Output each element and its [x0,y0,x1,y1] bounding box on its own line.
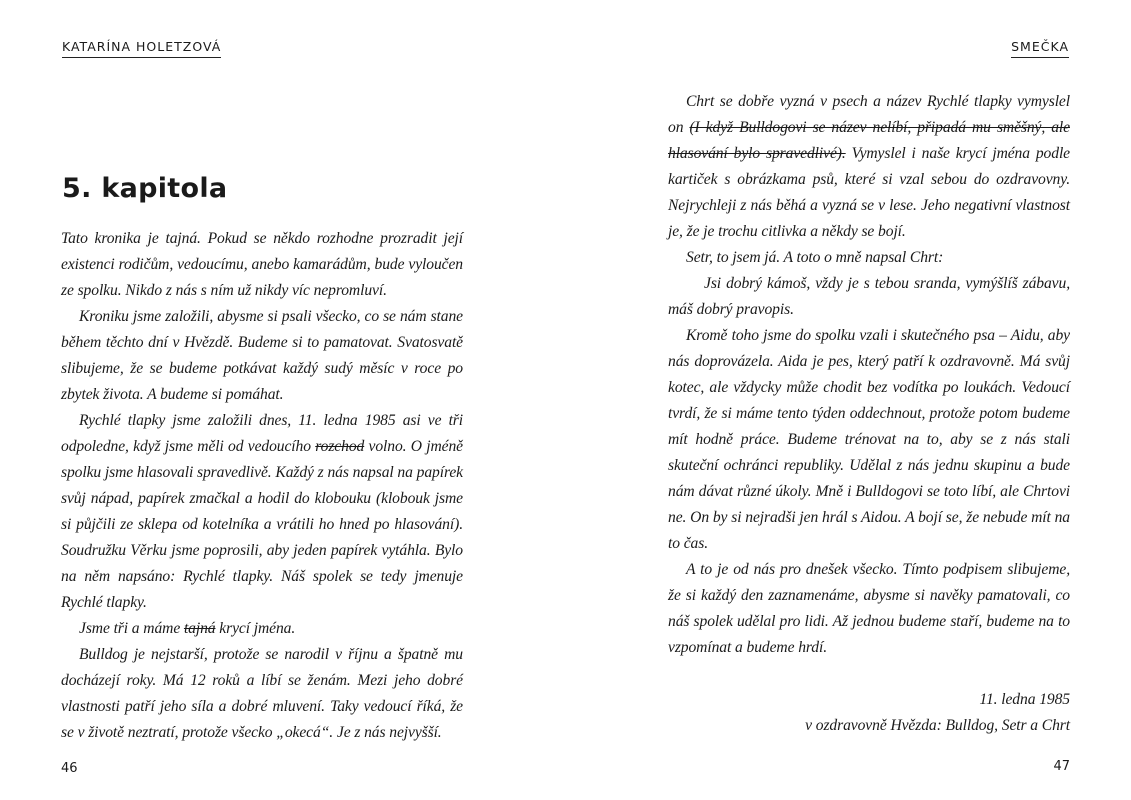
text-segment: 11. ledna 1985 [979,691,1070,708]
paragraph [61,408,463,616]
text-segment: Chrt se dobře vyzná v psech a název Rychlé tlapky vymyslel on [668,93,1070,136]
struck-text: rozchod [315,438,365,455]
left-page-flow [61,226,463,778]
signature-line [668,713,1070,739]
text-segment: Vymyslel i naše krycí jména podle kartiček s obrázkama psů, které si vzal sebou do ozdravovny. Nejrychleji z nás běhá a vyzná se v lese. Jeho negativní vlastnost je, že je trochu citlivka a někdy se bojí. [668,145,1070,240]
paragraph [61,616,463,642]
paragraph [61,304,463,408]
text-segment: Kromě toho jsme do spolku vzali i skutečného psa – Aidu, aby nás doprovázela. Aida je pes, který patří k ozdravovně. Má svůj kotec, ale vždycky může chodit bez vodítka po loukách. Vedoucí tvrdí, že si máme tento týden oddechnout, protože potom budeme mít hodně práce. Budeme trénovat na to, aby se z nás stali skuteční ochránci republiky. Udělal z nás jednu skupinu a bude nám dávat různé úkoly. Mně i Bulldogovi se toto líbí, ale Chrtovi ne. On by si nejradši jen hrál s Aidou. A bojí se, že nebude mít na to čas. [668,327,1070,552]
text-segment: Jsme tři a máme [79,620,184,637]
paragraph [61,226,463,304]
text-segment: Jsi dobrý kámoš, vždy je s tebou sranda, vymýšlíš zábavu, máš dobrý pravopis. [668,275,1070,318]
text-segment: Setr, to jsem já. A toto o mně napsal Chrt: [686,249,944,266]
struck-text: (I když Bulldogovi se název nelíbí, připadá mu směšný, ale hlasování bylo spravedlivé). [668,119,1070,162]
paragraph [668,271,1070,323]
signature-line [668,687,1070,713]
page-number-right: 47 [1053,759,1070,774]
text-segment: Bulldog je nejstarší, protože se narodil v říjnu a špatně mu docházejí roky. Má 12 roků a líbí se ženám. Mezi jeho dobré vlastnosti patří jeho síla a dobré mluvení. Taky vedoucí říká, že se v životě neztratí, protože všecko „okecá“. Je z nás nejvyšší. [61,646,463,741]
right-page-flow [668,89,1070,776]
text-segment: A to je od nás pro dnešek všecko. Tímto podpisem slibujeme, že si každý den zaznamenáme, abysme si navěky pamatovali, co náš spolek udělal pro lidi. Až jednou budeme staří, budeme na to vzpomínat a budeme hrdí. [668,561,1070,656]
running-head-author: KATARÍNA HOLETZOVÁ [62,38,221,58]
paragraph [61,642,463,746]
running-head-title: SMEČKA [1011,38,1069,58]
body-text-right [668,89,1070,739]
text-segment: v ozdravovně Hvězda: Bulldog, Setr a Chrt [805,717,1070,734]
paragraph [668,245,1070,271]
text-segment: volno. O jméně spolku jsme hlasovali spravedlivě. Každý z nás napsal na papírek svůj nápad, papírek zmačkal a hodil do klobouku (klobouk jsme si půjčili ze sklepa od kotelníka a vrátili ho hned po hlasování). Soudružku Věrku jsme poprosili, aby jeden papírek vytáhla. Bylo na něm napsáno: Rychlé tlapky. Náš spolek se tedy jmenuje Rychlé tlapky. [61,438,463,611]
paragraph [668,323,1070,557]
paragraph [668,557,1070,661]
text-segment: Kroniku jsme založili, abysme si psali všecko, co se nám stane během těchto dní v Hvězdě. Budeme si to pamatovat. Svatosvatě slibujeme, že se budeme potkávat každý sudý měsíc v roce po zbytek života. A budeme si pomáhat. [61,308,463,403]
text-segment: Rychlé tlapky jsme založili dnes, 11. ledna 1985 asi ve tři odpoledne, když jsme měli od vedoucího [61,412,463,455]
paragraph [668,89,1070,245]
body-text-left [61,226,463,746]
text-segment: krycí jména. [215,620,296,637]
text-segment: Tato kronika je tajná. Pokud se někdo rozhodne prozradit její existenci rodičům, vedoucímu, anebo kamarádům, bude vyloučen ze spolku. Nikdo z nás s ním už nikdy víc nepromluví. [61,230,463,299]
chapter-title: 5. kapitola [62,173,228,204]
struck-text: tajná [183,620,216,637]
page-number-left: 46 [61,761,78,776]
